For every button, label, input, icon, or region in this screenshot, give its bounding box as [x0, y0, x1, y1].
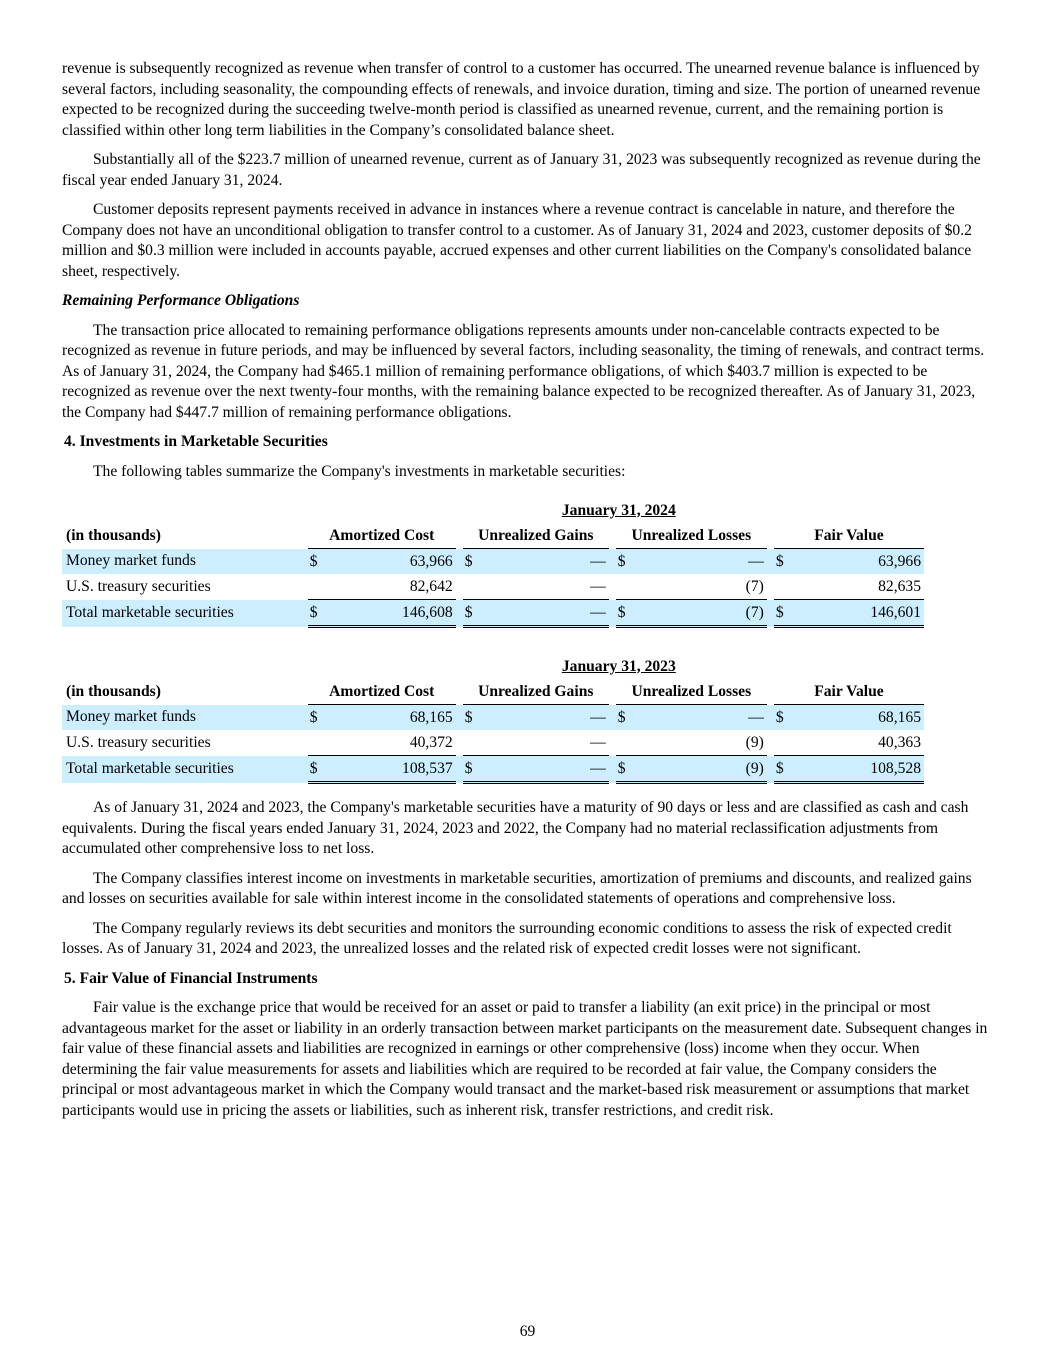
row-label: Money market funds — [62, 705, 300, 731]
currency-symbol: $ — [308, 549, 326, 575]
fair-value-value: 40,363 — [792, 730, 924, 756]
marketable-securities-table-2024 — [62, 498, 924, 628]
amortized-cost-value: 68,165 — [326, 705, 456, 731]
amortized-cost-value: 63,966 — [326, 549, 456, 575]
table-row — [62, 705, 924, 731]
currency-symbol: $ — [463, 705, 481, 731]
col-header-unrealized-losses: Unrealized Losses — [616, 679, 767, 705]
unrealized-gains-value: — — [481, 756, 609, 783]
unrealized-losses-value: — — [634, 549, 767, 575]
currency-symbol: $ — [616, 600, 634, 627]
table-row — [62, 549, 924, 575]
section-4-heading: 4. Investments in Marketable Securities — [64, 433, 328, 450]
fair-value-paragraph: Fair value is the exchange price that would be received for an asset or paid to transfer a liability (an exit price) in the principal or most advantageous market for the asset or liability in an orderly transaction between market participants on the measurement date. Subsequent changes in fair value of these financial assets and liabilities are recognized in earnings or other comprehensive (loss) income when they occur. When determining the fair value measurements for assets and liabilities which are required to be recorded at fair value, the Company considers the principal or most advantageous market in which the Company would transact and the market-based risk measurement or assumptions that market participants would use in pricing the assets or liabilities, such as inherent risk, transfer restrictions, and credit risk. — [62, 999, 988, 1119]
row-label: U.S. treasury securities — [66, 577, 211, 595]
marketable-securities-table-2023 — [62, 654, 924, 784]
amortized-cost-value: 82,642 — [326, 574, 456, 600]
col-header-unrealized-gains: Unrealized Gains — [463, 679, 609, 705]
col-header-unrealized-losses: Unrealized Losses — [616, 523, 767, 549]
col-header-label: (in thousands) — [66, 682, 161, 700]
section-5-heading: 5. Fair Value of Financial Instruments — [64, 969, 318, 987]
fair-value-value: 82,635 — [792, 574, 924, 600]
currency-symbol: $ — [308, 600, 326, 627]
currency-symbol: $ — [774, 549, 792, 575]
col-header-amortized-cost: Amortized Cost — [308, 679, 456, 705]
table-header-row — [62, 523, 924, 549]
currency-symbol: $ — [463, 549, 481, 575]
unearned-revenue-paragraph: revenue is subsequently recognized as revenue when transfer of control to a customer has occurred. The unearned revenue balance is influenced by several factors, including seasonality, the compounding effects of renewals, and invoice duration, timing and size. The portion of unearned revenue expected to be recognized during the succeeding twelve-month period is classified as unearned revenue, current, and the remaining portion is classified within other long term liabilities in the Company’s consolidated balance sheet. — [62, 60, 981, 139]
unrealized-losses-value: (7) — [634, 574, 767, 600]
credit-losses-paragraph: The Company regularly reviews its debt securities and monitors the surrounding economic conditions to assess the risk of expected credit losses. As of January 31, 2024 and 2023, the unrealized losses and the related risk of expected credit losses were not significant. — [62, 919, 952, 957]
amortized-cost-value: 146,608 — [326, 600, 456, 627]
table-row-total — [62, 756, 924, 783]
table-header-row — [62, 679, 924, 705]
fair-value-value: 63,966 — [792, 549, 924, 575]
col-header-fair-value: Fair Value — [774, 523, 924, 549]
fair-value-value: 146,601 — [792, 600, 924, 627]
currency-symbol: $ — [774, 756, 792, 783]
table-row-total — [62, 600, 924, 627]
table-row — [62, 730, 924, 756]
unrealized-gains-value: — — [481, 574, 609, 600]
amortized-cost-value: 40,372 — [326, 730, 456, 756]
col-header-amortized-cost: Amortized Cost — [308, 523, 456, 549]
table-period-row — [62, 498, 924, 523]
currency-symbol: $ — [616, 756, 634, 783]
page-number: 69 — [519, 1323, 536, 1340]
currency-symbol: $ — [463, 756, 481, 783]
col-header-label: (in thousands) — [66, 526, 161, 544]
table-period-2023: January 31, 2023 — [561, 657, 676, 675]
table-row — [62, 574, 924, 600]
unrealized-gains-value: — — [481, 600, 609, 627]
currency-symbol: $ — [308, 756, 326, 783]
rpo-heading: Remaining Performance Obligations — [62, 292, 300, 309]
row-label: U.S. treasury securities — [66, 733, 211, 751]
unearned-revenue-recognized-paragraph: Substantially all of the $223.7 million of unearned revenue, current as of January 31, 2023 was subsequently recognized as revenue during the fiscal year ended January 31, 2024. — [62, 151, 981, 189]
currency-symbol: $ — [774, 600, 792, 627]
currency-symbol: $ — [308, 705, 326, 731]
currency-symbol: $ — [463, 600, 481, 627]
unrealized-gains-value: — — [481, 549, 609, 575]
fair-value-value: 68,165 — [792, 705, 924, 731]
section-4-intro: The following tables summarize the Company's investments in marketable securities: — [93, 462, 626, 480]
fair-value-value: 108,528 — [792, 756, 924, 783]
row-label: Total marketable securities — [62, 600, 300, 627]
table-period-2024: January 31, 2024 — [561, 501, 676, 519]
amortized-cost-value: 108,537 — [326, 756, 456, 783]
maturity-paragraph: As of January 31, 2024 and 2023, the Company's marketable securities have a maturity of 90 days or less and are classified as cash and cash equivalents. During the fiscal years ended January 31, 2024, 2023 and 2022, the Company had no material reclassification adjustments from accumulated other comprehensive loss to net loss. — [62, 799, 969, 857]
unrealized-losses-value: (9) — [634, 756, 767, 783]
page-content — [62, 59, 994, 1130]
col-header-unrealized-gains: Unrealized Gains — [463, 523, 609, 549]
customer-deposits-paragraph: Customer deposits represent payments received in advance in instances where a revenue contract is cancelable in nature, and therefore the Company does not have an unconditional obligation to transfer control to a customer. As of January 31, 2024 and 2023, customer deposits of $0.2 million and $0.3 million were included in accounts payable, accrued expenses and other current liabilities on the Company's consolidated balance sheet, respectively. — [62, 201, 972, 280]
row-label: Money market funds — [62, 549, 300, 575]
unrealized-gains-value: — — [481, 730, 609, 756]
unrealized-losses-value: (7) — [634, 600, 767, 627]
unrealized-gains-value: — — [481, 705, 609, 731]
interest-income-paragraph: The Company classifies interest income on investments in marketable securities, amortization of premiums and discounts, and realized gains and losses on securities available for sale within interest income in the consolidated statements of operations and comprehensive loss. — [62, 869, 972, 907]
col-header-fair-value: Fair Value — [774, 679, 924, 705]
currency-symbol: $ — [774, 705, 792, 731]
currency-symbol: $ — [616, 705, 634, 731]
row-label: Total marketable securities — [62, 756, 300, 783]
unrealized-losses-value: (9) — [634, 730, 767, 756]
table-period-row — [62, 654, 924, 679]
rpo-paragraph: The transaction price allocated to remaining performance obligations represents amounts under non-cancelable contracts expected to be recognized as revenue in future periods, and may be influenced by several factors, including seasonality, the timing of renewals, and contract terms. As of January 31, 2024, the Company had $465.1 million of remaining performance obligations, of which $403.7 million is expected to be recognized as revenue over the next twenty-four months, with the remaining balance expected to be recognized thereafter. As of January 31, 2023, the Company had $447.7 million of remaining performance obligations. — [62, 321, 985, 421]
unrealized-losses-value: — — [634, 705, 767, 731]
currency-symbol: $ — [616, 549, 634, 575]
